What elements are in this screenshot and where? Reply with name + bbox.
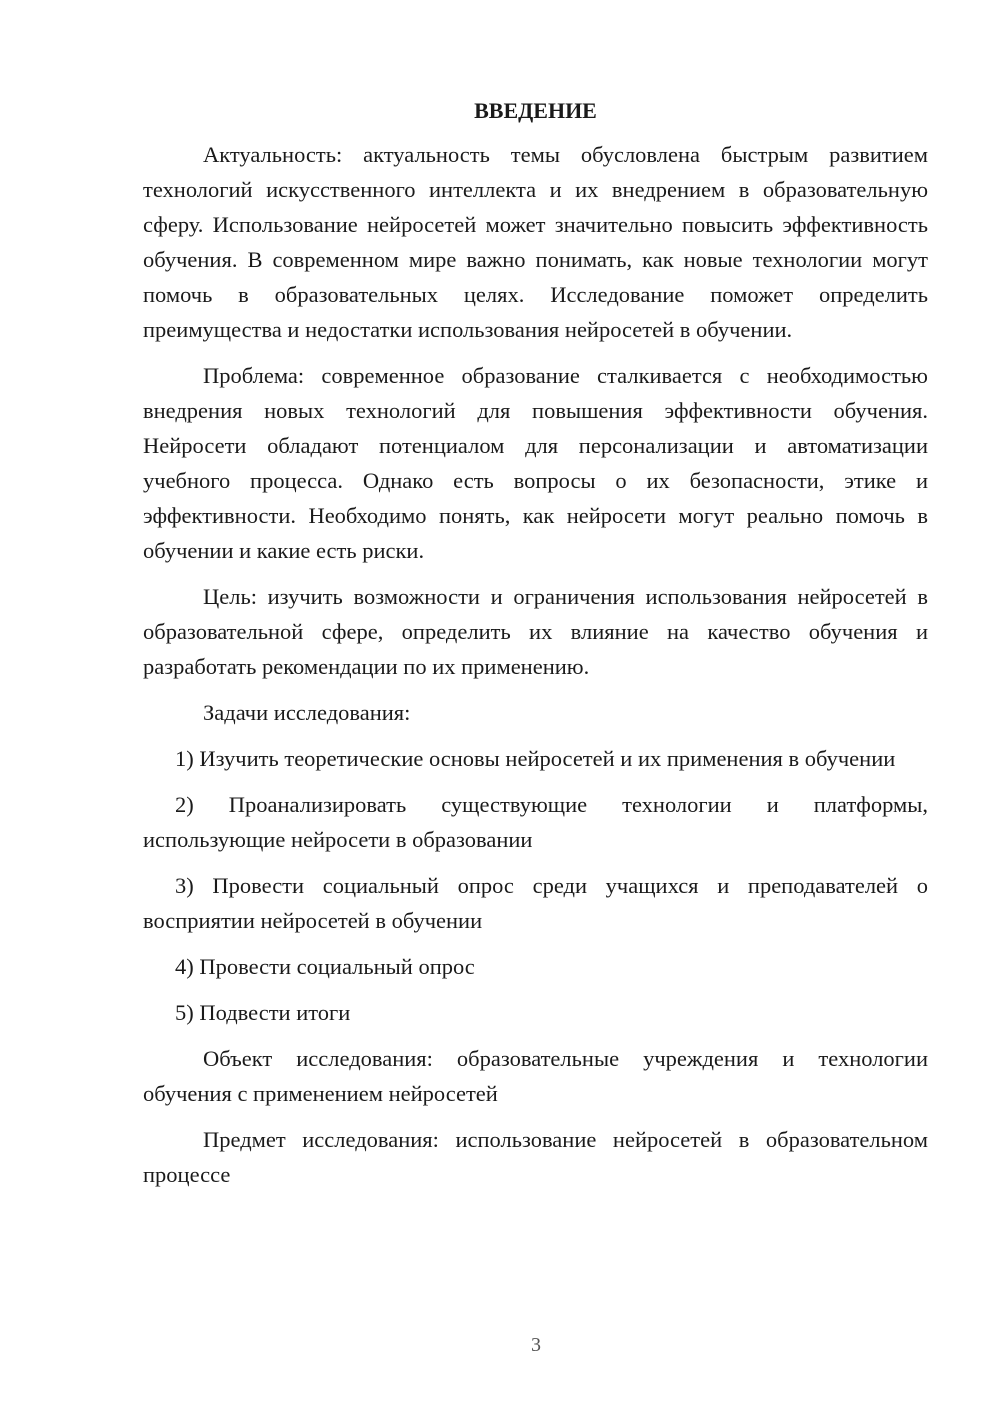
subject-paragraph: Предмет исследования: использование нейросетей в образовательном процессе: [143, 1127, 928, 1187]
task-item-1: 1) Изучить теоретические основы нейросетей и их применения в обучении: [175, 746, 896, 771]
task-item-4: 4) Провести социальный опрос: [175, 954, 475, 979]
problem-paragraph: Проблема: современное образование сталкивается с необходимостью внедрения новых технологий для повышения эффективности обучения. Нейросети обладают потенциалом для персонализации и автоматизации учебного процесса. Однако есть вопросы о их безопасности, этике и эффективности. Необходимо понять, как нейросети могут реально помочь в обучении и какие есть риски.: [143, 363, 928, 563]
task-item-5: 5) Подвести итоги: [175, 1000, 351, 1025]
relevance-paragraph: Актуальность: актуальность темы обусловлена быстрым развитием технологий искусственного интеллекта и их внедрением в образовательную сферу. Использование нейросетей может значительно повысить эффективность обучения. В современном мире важно понимать, как новые технологии могут помочь в образовательных целях. Исследование поможет определить преимущества и недостатки использования нейросетей в обучении.: [143, 142, 928, 342]
task-item-3: 3) Провести социальный опрос среди учащихся и преподавателей о восприятии нейросетей в обучении: [143, 873, 928, 933]
document-page: [143, 96, 928, 1203]
tasks-list: [143, 741, 928, 1030]
goal-paragraph: Цель: изучить возможности и ограничения использования нейросетей в образовательной сфере, определить их влияние на качество обучения и разработать рекомендации по их применению.: [143, 584, 928, 679]
tasks-heading: Задачи исследования:: [203, 700, 411, 725]
task-item-2: 2) Проанализировать существующие технологии и платформы, использующие нейросети в образовании: [143, 792, 928, 852]
page-number: 3: [531, 1334, 541, 1356]
page-title: ВВЕДЕНИЕ: [474, 98, 597, 123]
object-paragraph: Объект исследования: образовательные учреждения и технологии обучения с применением нейросетей: [143, 1046, 928, 1106]
